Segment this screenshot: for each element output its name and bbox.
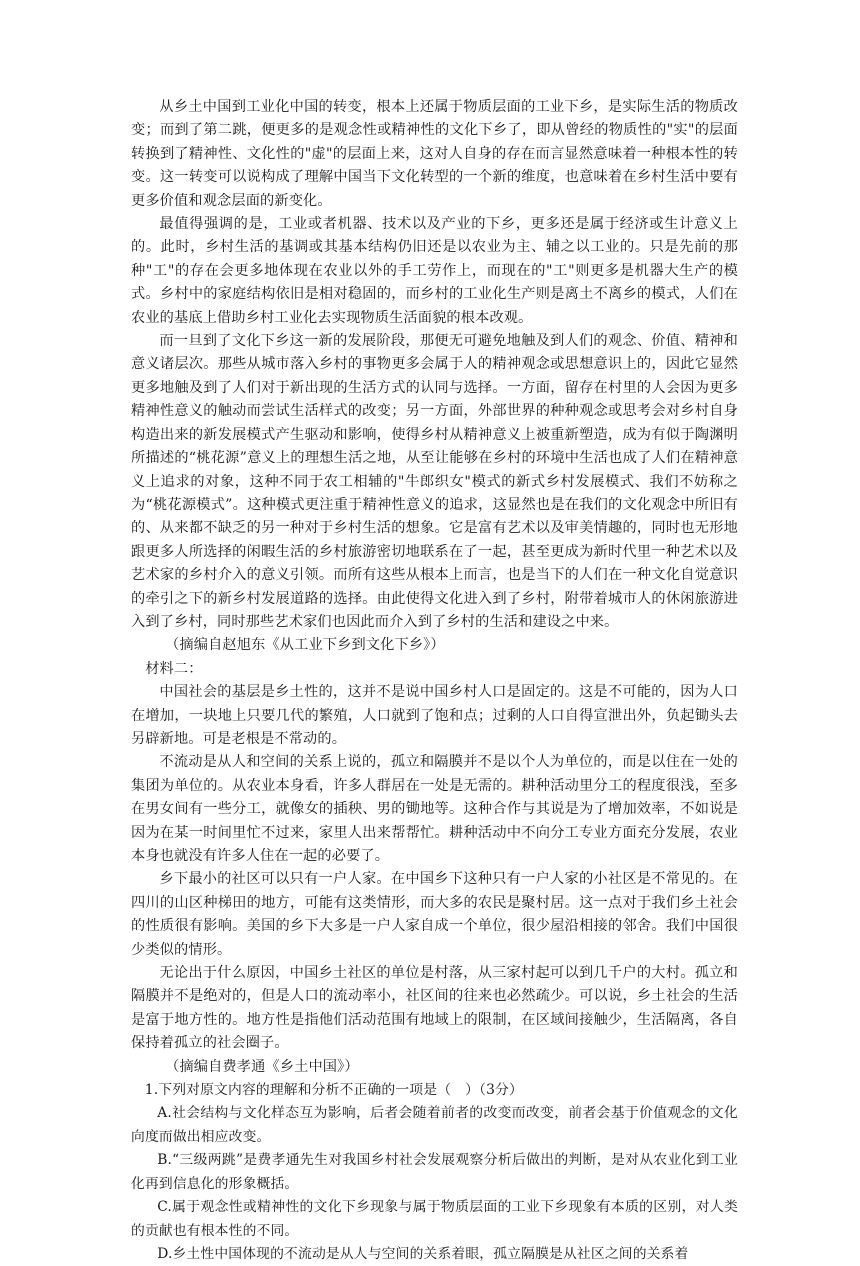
source-citation-zhao: （摘编自赵旭东《从工业下乡到文化下乡》） [165,637,445,654]
paragraph-smallest-community: 乡下最小的社区可以只有一户人家。在中国乡下这种只有一户人家的小社区是不常见的。在四川的山区种梯田的地方，可能有这类情形，而大多的农民是聚村居。这一点对于我们乡土社会的性质很有影响。美国的乡下大多是一户人家自成一个单位，很少屋沿相接的邻舍。我们中国很少类似的情形。 [131,871,738,958]
question-1: 1.下列对原文内容的理解和分析不正确的一项是（ ）（3分） [144,1082,523,1099]
option-b: B.“三级两跳”是费孝通先生对我国乡村社会发展观察分析后做出的判断，是对从农业化到工业化再到信息化的形象概括。 [131,1152,738,1192]
paragraph-immobility: 不流动是从人和空间的关系上说的，孤立和隔膜并不是以个人为单位的，而是以住在一处的集团为单位的。从农业本身看，许多人群居在一处是无需的。耕种活动里分工的程度很浅，至多在男女间有一些分工，就像女的插秧、男的锄地等。这种合作与其说是为了增加效率，不如说是因为在某一时间里忙不过来，家里人出来帮帮忙。耕种活动中不向分工专业方面充分发展，农业本身也就没有许多人住在一起的必要了。 [131,754,738,864]
material-two-label: 材料二： [145,660,203,677]
source-citation-fei: （摘编自费孝通《乡土中国》） [165,1058,359,1075]
paragraph-village-unit: 无论出于什么原因，中国乡土社区的单位是村落，从三家村起可以到几千户的大村。孤立和隔膜并不是绝对的，但是人口的流动率小，社区间的往来也必然疏少。可以说，乡土社会的生活是富于地方性的。地方性是指他们活动范围有地域上的限制，在区域间接触少，生活隔离，各自保持着孤立的社会圈子。 [131,965,738,1052]
option-d: D.乡土性中国体现的不流动是从人与空间的关系着眼，孤立隔膜是从社区之间的关系着 [157,1245,689,1262]
paragraph-industry-down: 最值得强调的是，工业或者机器、技术以及产业的下乡，更多还是属于经济或生计意义上的。此时，乡村生活的基调或其基本结构仍旧还是以农业为主、辅之以工业的。只是先前的那种"工"的存在会更多地体现在农业以外的手工劳作上，而现在的"工"则更多是机器大生产的模式。乡村中的家庭结构依旧是相对稳固的，而乡村的工业化生产则是离土不离乡的模式，人们在农业的基底上借助乡村工业化去实现物质生活面貌的根本改观。 [131,216,738,326]
paragraph-culture-down: 而一旦到了文化下乡这一新的发展阶段，那便无可避免地触及到人们的观念、价值、精神和意义诸层次。那些从城市落入乡村的事物更多会属于人的精神观念或思想意识上的，因此它显然更多地触及到了人们对于新出现的生活方式的认同与选择。一方面，留存在村里的人会因为更多精神性意义的触动而尝试生活样式的改变；另一方面，外部世界的种种观念或思考会对乡村自身构造出来的新发展模式产生驱动和影响，使得乡村从精神意义上被重新塑造，成为有似于陶渊明所描述的“桃花源”意义上的理想生活之地，从至让能够在乡村的环境中生活也成了人们在精神意义上追求的对象，这种不同于农工相辅的"牛郎织女"模式的新式乡村发展模式、我们不妨称之为“桃花源模式”。这种模式更注重于精神性意义的追求，这显然也是在我们的文化观念中所旧有的、从来都不缺乏的另一种对于乡村生活的想象。它是富有艺术以及审美情趣的，同时也无形地跟更多人所选择的闲暇生活的乡村旅游密切地联系在了一起，甚至更成为新时代里一种艺术以及艺术家的乡村介入的意义引领。而所有这些从根本上而言，也是当下的人们在一种文化自觉意识的牵引之下的新乡村发展道路的选择。由此使得文化进入到了乡村，附带着城市人的休闲旅游进入到了乡村，同时那些艺术家们也因此而介入到了乡村的生活和建设之中来。 [131,333,738,630]
document-page [131,96,738,1266]
option-c: C.属于观念性或精神性的文化下乡现象与属于物质层面的工业下乡现象有本质的区别，对人类的贡献也有根本性的不同。 [131,1199,738,1239]
option-a: A.社会结构与文化样态互为影响，后者会随着前者的改变而改变，前者会基于价值观念的文化向度而做出相应改变。 [131,1105,738,1145]
paragraph-rural-base: 中国社会的基层是乡土性的，这并不是说中国乡村人口是固定的。这是不可能的，因为人口在增加，一块地上只要几代的繁殖，人口就到了饱和点；过剩的人口自得宣泄出外，负起锄头去另辟新地。可是老根是不常动的。 [131,684,738,747]
paragraph-transformation: 从乡土中国到工业化中国的转变，根本上还属于物质层面的工业下乡，是实际生活的物质改变；而到了第二跳，便更多的是观念性或精神性的文化下乡了，即从曾经的物质性的"实"的层面转换到了精神性、文化性的"虚"的层面上来，这对人自身的存在而言显然意味着一种根本性的转变。这一转变可以说构成了理解中国当下文化转型的一个新的维度，也意味着在乡村生活中要有更多价值和观念层面的新变化。 [131,99,738,209]
